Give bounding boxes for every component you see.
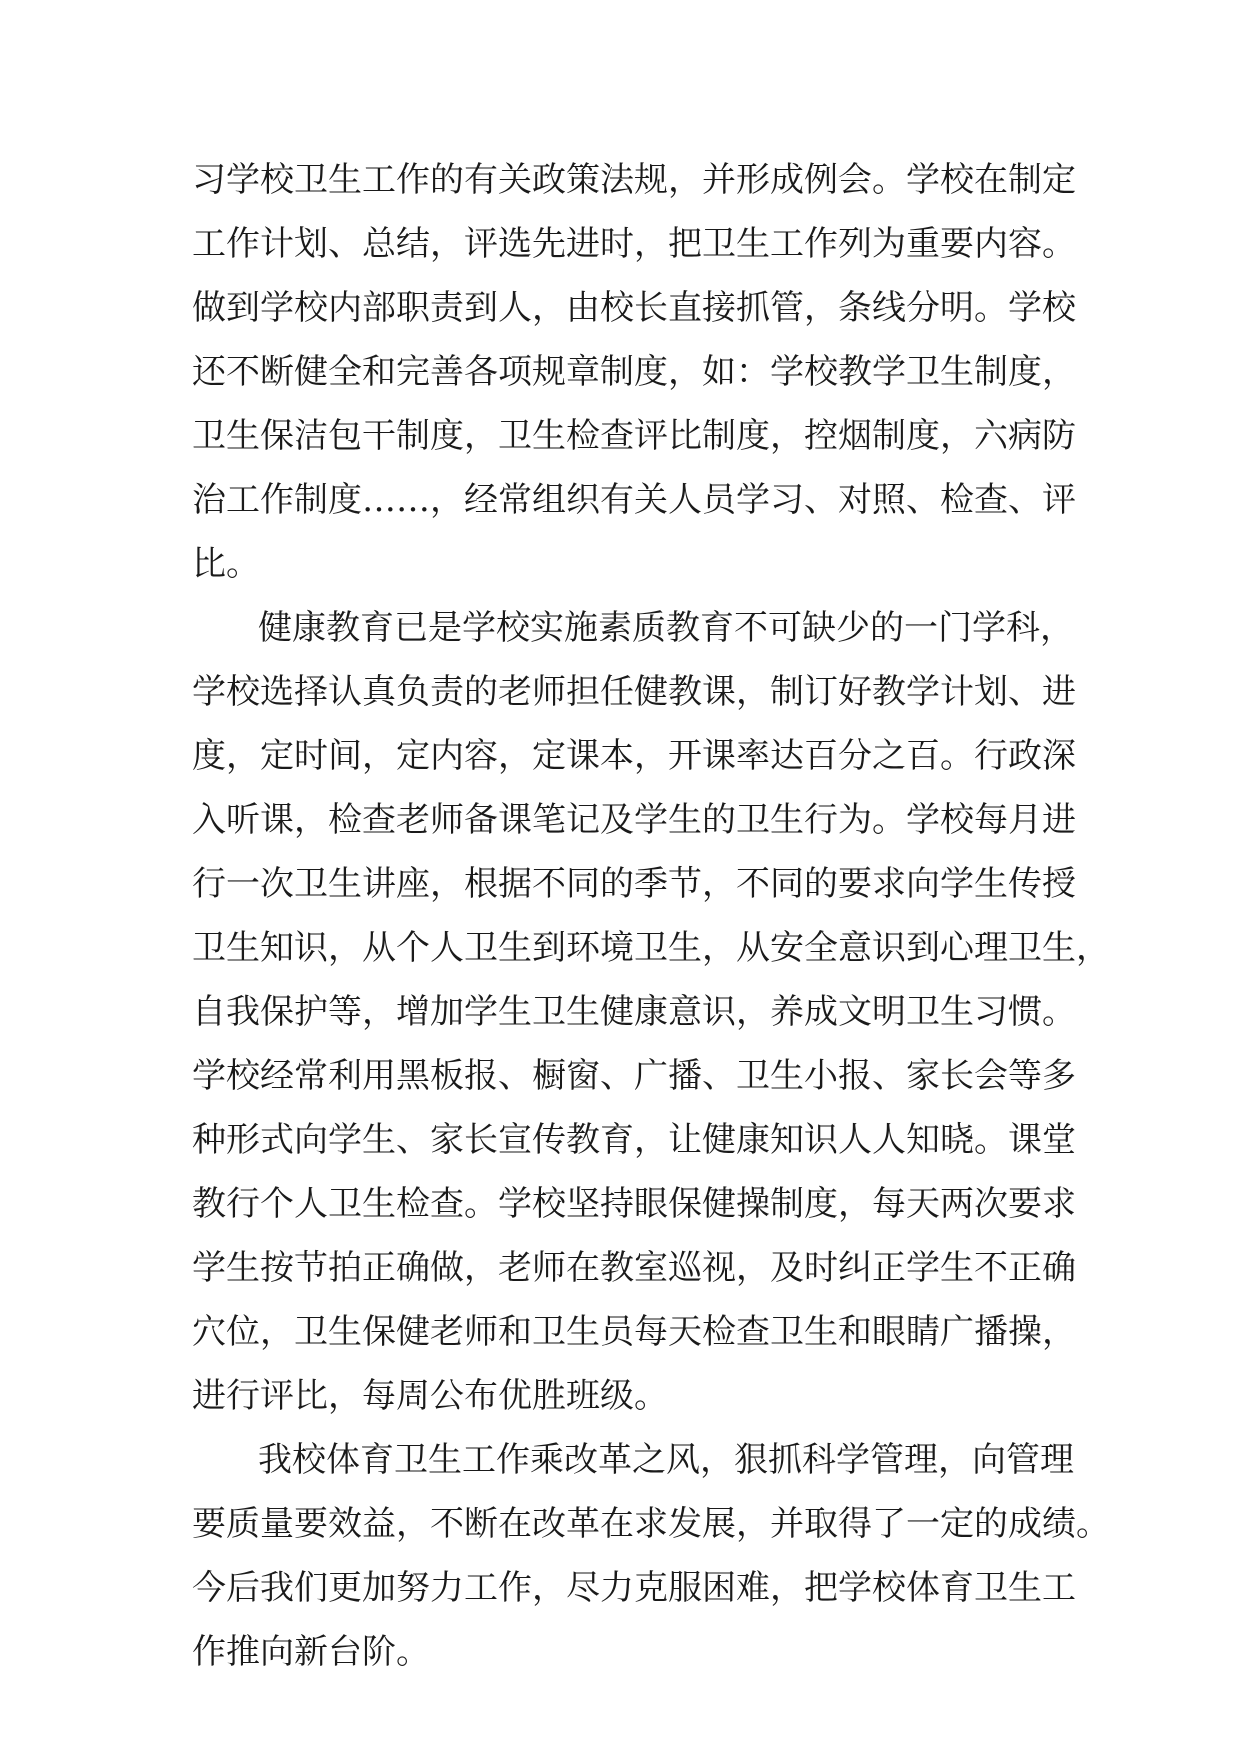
text-line: 学校选择认真负责的老师担任健教课，制订好教学计划、进: [192, 672, 1076, 712]
text-line: 学生按节拍正确做，老师在教室巡视，及时纠正学生不正确: [192, 1248, 1076, 1288]
text-line: 卫生保洁包干制度，卫生检查评比制度，控烟制度，六病防: [192, 416, 1076, 456]
text-line: 教行个人卫生检查。学校坚持眼保健操制度，每天两次要求: [192, 1184, 1076, 1224]
text-line: 做到学校内部职责到人，由校长直接抓管，条线分明。学校: [192, 288, 1076, 328]
text-line: 要质量要效益，不断在改革在求发展，并取得了一定的成绩。: [192, 1504, 1110, 1544]
text-line: 比。: [192, 544, 260, 584]
text-line: 卫生知识，从个人卫生到环境卫生，从安全意识到心理卫生，: [192, 928, 1110, 968]
text-line: 治工作制度……，经常组织有关人员学习、对照、检查、评: [192, 480, 1076, 520]
text-line: 种形式向学生、家长宣传教育，让健康知识人人知晓。课堂: [192, 1120, 1076, 1160]
text-line: 自我保护等，增加学生卫生健康意识，养成文明卫生习惯。: [192, 992, 1076, 1032]
text-line: 度，定时间，定内容，定课本，开课率达百分之百。行政深: [192, 736, 1076, 776]
text-line: 还不断健全和完善各项规章制度，如：学校教学卫生制度，: [192, 352, 1076, 392]
text-line: 工作计划、总结，评选先进时，把卫生工作列为重要内容。: [192, 224, 1076, 264]
text-line: 今后我们更加努力工作，尽力克服困难，把学校体育卫生工: [192, 1568, 1076, 1608]
paragraph-first-line: 健康教育已是学校实施素质教育不可缺少的一门学科，: [258, 608, 1074, 648]
text-line: 学校经常利用黑板报、橱窗、广播、卫生小报、家长会等多: [192, 1056, 1076, 1096]
paragraph-first-line: 我校体育卫生工作乘改革之风，狠抓科学管理，向管理: [258, 1440, 1074, 1480]
text-line: 习学校卫生工作的有关政策法规，并形成例会。学校在制定: [192, 160, 1076, 200]
text-line: 穴位，卫生保健老师和卫生员每天检查卫生和眼睛广播操，: [192, 1312, 1076, 1352]
text-line: 进行评比，每周公布优胜班级。: [192, 1376, 668, 1416]
text-line: 作推向新台阶。: [192, 1632, 430, 1672]
text-line: 入听课，检查老师备课笔记及学生的卫生行为。学校每月进: [192, 800, 1076, 840]
text-line: 行一次卫生讲座，根据不同的季节，不同的要求向学生传授: [192, 864, 1076, 904]
